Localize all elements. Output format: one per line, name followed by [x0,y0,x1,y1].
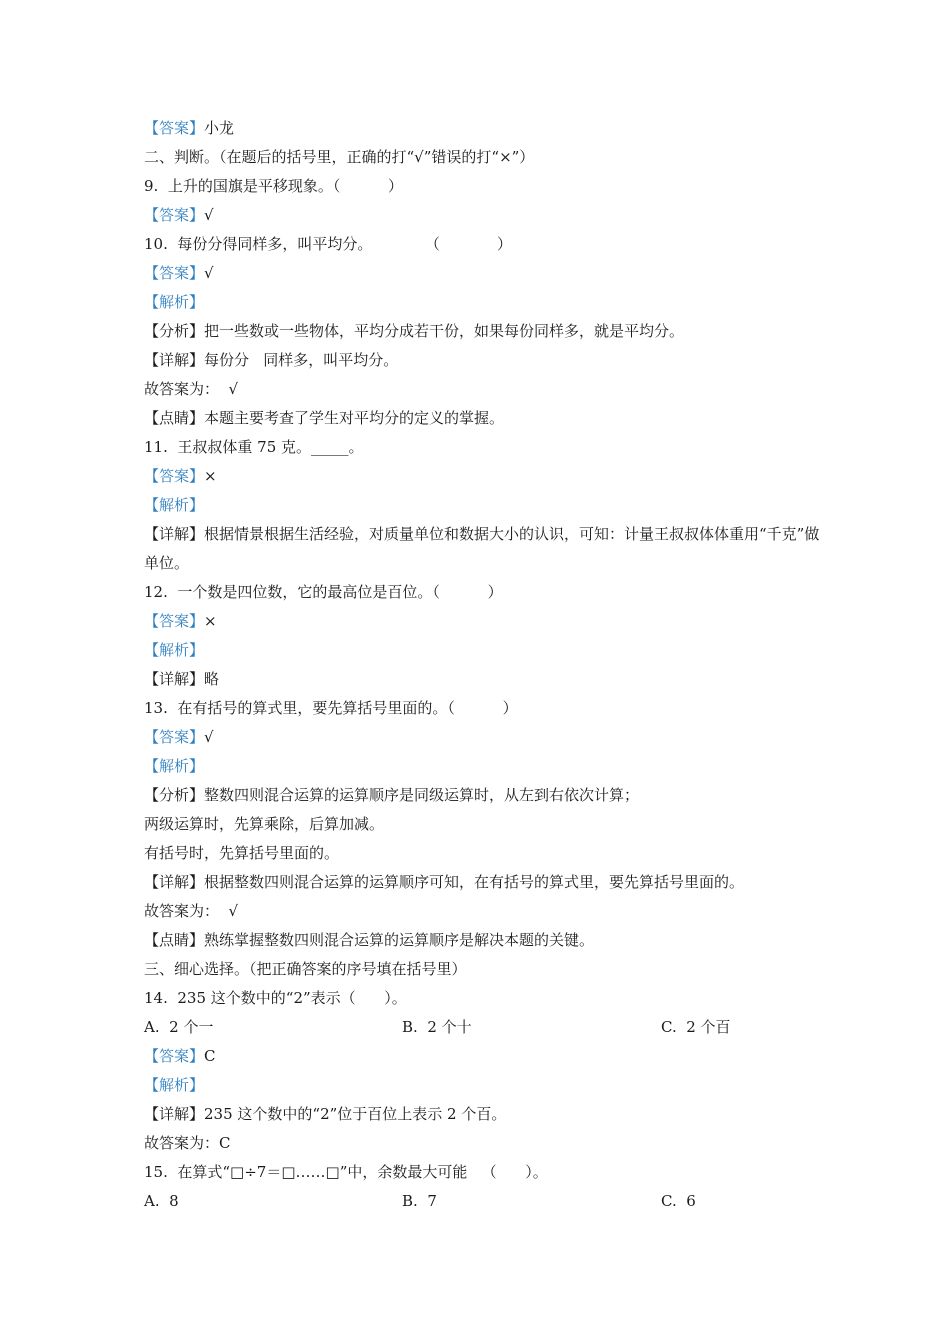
section-heading-judgment: 二、判断。（在题后的括号里，正确的打“√”错误的打“×”） [144,148,535,166]
option-a: A. 2 个一 [144,1018,214,1036]
answer-text: × [204,467,217,485]
detail-text: 【详解】根据情景根据生活经验，对质量单位和数据大小的认识，可知：计量王叔叔体体重用“千克”做单位。 [144,525,820,572]
analysis-tag: 【解析】 [144,293,205,311]
option-c: C. 2 个百 [661,1018,731,1036]
option-a: A. 8 [144,1192,179,1210]
analysis-tag: 【解析】 [144,1076,205,1094]
analysis-tag-line [144,491,824,520]
answer-line [144,723,824,752]
analysis-tag-line [144,752,824,781]
section-heading-choice: 三、细心选择。（把正确答案的序号填在括号里） [144,960,467,978]
answer-line [144,607,824,636]
question-10: 10. 每份分得同样多，叫平均分。 （ ） [144,235,513,253]
answer-tag: 【答案】 [144,612,205,630]
question-14-options [144,1013,824,1042]
answer-line [144,201,824,230]
conclusion-text: 故答案为： √ [144,380,239,398]
analysis-text: 【分析】把一些数或一些物体，平均分成若干份，如果每份同样多，就是平均分。 [144,322,685,340]
answer-text: √ [204,264,214,282]
answer-line [144,462,824,491]
question-15: 15. 在算式“□÷7＝□……□”中，余数最大可能 （ ）。 [144,1163,548,1181]
analysis-tag-line [144,1071,824,1100]
analysis-tag-line [144,636,824,665]
question-15-options [144,1187,824,1216]
detail-text: 【详解】根据整数四则混合运算的运算顺序可知，在有括号的算式里，要先算括号里面的。 [144,873,745,891]
answer-text: √ [204,728,214,746]
answer-line [144,259,824,288]
answer-text: C [204,1047,216,1065]
detail-text: 【详解】略 [144,670,220,688]
analysis-tag-line [144,288,824,317]
answer-tag: 【答案】 [144,467,205,485]
answer-line [144,114,824,143]
detail-text: 【详解】235 这个数中的“2”位于百位上表示 2 个百。 [144,1105,507,1123]
analysis-text: 【分析】整数四则混合运算的运算顺序是同级运算时，从左到右依次计算； [144,786,640,804]
answer-text: × [204,612,217,630]
answer-tag: 【答案】 [144,119,205,137]
answer-tag: 【答案】 [144,264,205,282]
option-c: C. 6 [661,1192,696,1210]
answer-tag: 【答案】 [144,728,205,746]
question-12: 12. 一个数是四位数，它的最高位是百位。（ ） [144,583,503,601]
answer-text: √ [204,206,214,224]
conclusion-text: 故答案为：C [144,1134,231,1152]
question-9: 9. 上升的国旗是平移现象。（ ） [144,177,404,195]
option-b: B. 7 [402,1192,437,1210]
question-13: 13. 在有括号的算式里，要先算括号里面的。（ ） [144,699,518,717]
key-point-text: 【点睛】本题主要考查了学生对平均分的定义的掌握。 [144,409,505,427]
analysis-text: 有括号时，先算括号里面的。 [144,844,340,862]
answer-text: 小龙 [204,119,235,137]
document-content [144,114,824,1216]
option-b: B. 2 个十 [402,1018,472,1036]
analysis-text: 两级运算时，先算乘除，后算加减。 [144,815,385,833]
analysis-tag: 【解析】 [144,496,205,514]
analysis-tag: 【解析】 [144,757,205,775]
conclusion-text: 故答案为： √ [144,902,239,920]
answer-tag: 【答案】 [144,1047,205,1065]
question-11: 11. 王叔叔体重 75 克。_____。 [144,438,364,456]
question-14: 14. 235 这个数中的“2”表示（ ）。 [144,989,407,1007]
answer-line [144,1042,824,1071]
answer-tag: 【答案】 [144,206,205,224]
analysis-tag: 【解析】 [144,641,205,659]
key-point-text: 【点睛】熟练掌握整数四则混合运算的运算顺序是解决本题的关键。 [144,931,595,949]
detail-text: 【详解】每份分 同样多，叫平均分。 [144,351,399,369]
